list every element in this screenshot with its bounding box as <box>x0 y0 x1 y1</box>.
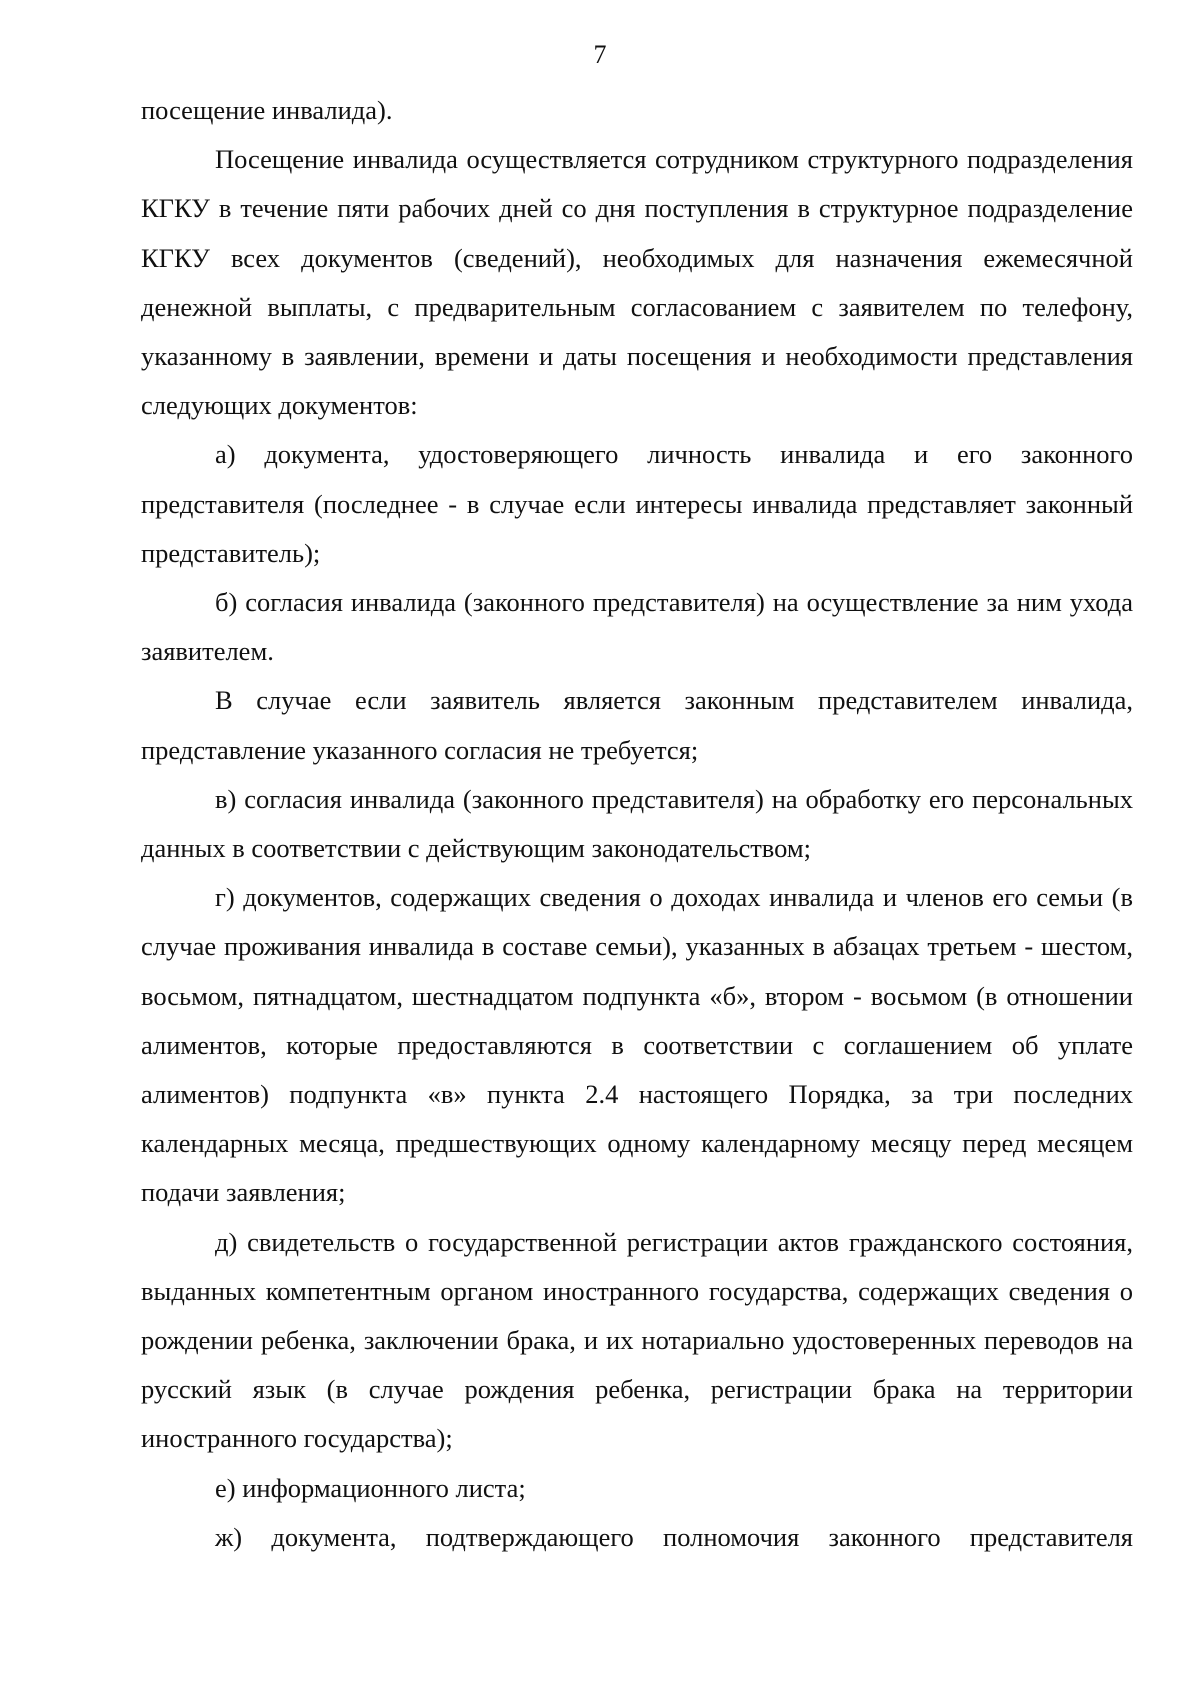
list-item-v: в) согласия инвалида (законного представителя) на обработку его персональных данных в соответствии с действующим законодательством; <box>141 783 1133 864</box>
paragraph-visit-procedure: Посещение инвалида осуществляется сотрудником структурного подразделения КГКУ в течение пяти рабочих дней со дня поступления в структурное подразделение КГКУ всех документов (сведений), необходимых для назначения ежемесячной денежной выплаты, с предварительным согласованием с заявителем по телефону, указанному в заявлении, времени и даты посещения и необходимости представления следующих документов: <box>141 144 1133 421</box>
page-number: 7 <box>593 40 607 69</box>
list-item-d: д) свидетельств о государственной регистрации актов гражданского состояния, выданных компетентным органом иностранного государства, содержащих сведения о рождении ребенка, заключении брака, и их нотариально удостоверенных переводов на русский язык (в случае рождения ребенка, регистрации брака на территории иностранного государства); <box>141 1226 1133 1454</box>
paragraph-continuation: посещение инвалида). <box>141 95 393 125</box>
list-item-zh: ж) документа, подтверждающего полномочия законного представителя <box>215 1521 1133 1552</box>
document-body <box>141 86 1133 1562</box>
list-item-a: а) документа, удостоверяющего личность инвалида и его законного представителя (последнее - в случае если интересы инвалида представляет законный представитель); <box>141 439 1133 568</box>
list-item-e: е) информационного листа; <box>215 1472 526 1503</box>
list-item-b: б) согласия инвалида (законного представителя) на осуществление за ним ухода заявителем. <box>141 587 1133 667</box>
paragraph-legal-representative-note: В случае если заявитель является законным представителем инвалида, представление указанного согласия не требуется; <box>141 685 1133 765</box>
list-item-g: г) документов, содержащих сведения о доходах инвалида и членов его семьи (в случае проживания инвалида в составе семьи), указанных в абзацах третьем - шестом, восьмом, пятнадцатом, шестнадцатом подпункта «б», втором - восьмом (в отношении алиментов, которые предоставляются в соответствии с соглашением об уплате алиментов) подпункта «в» пункта 2.4 настоящего Порядка, за три последних календарных месяца, предшествующих одному календарному месяцу перед месяцем подачи заявления; <box>141 882 1133 1208</box>
